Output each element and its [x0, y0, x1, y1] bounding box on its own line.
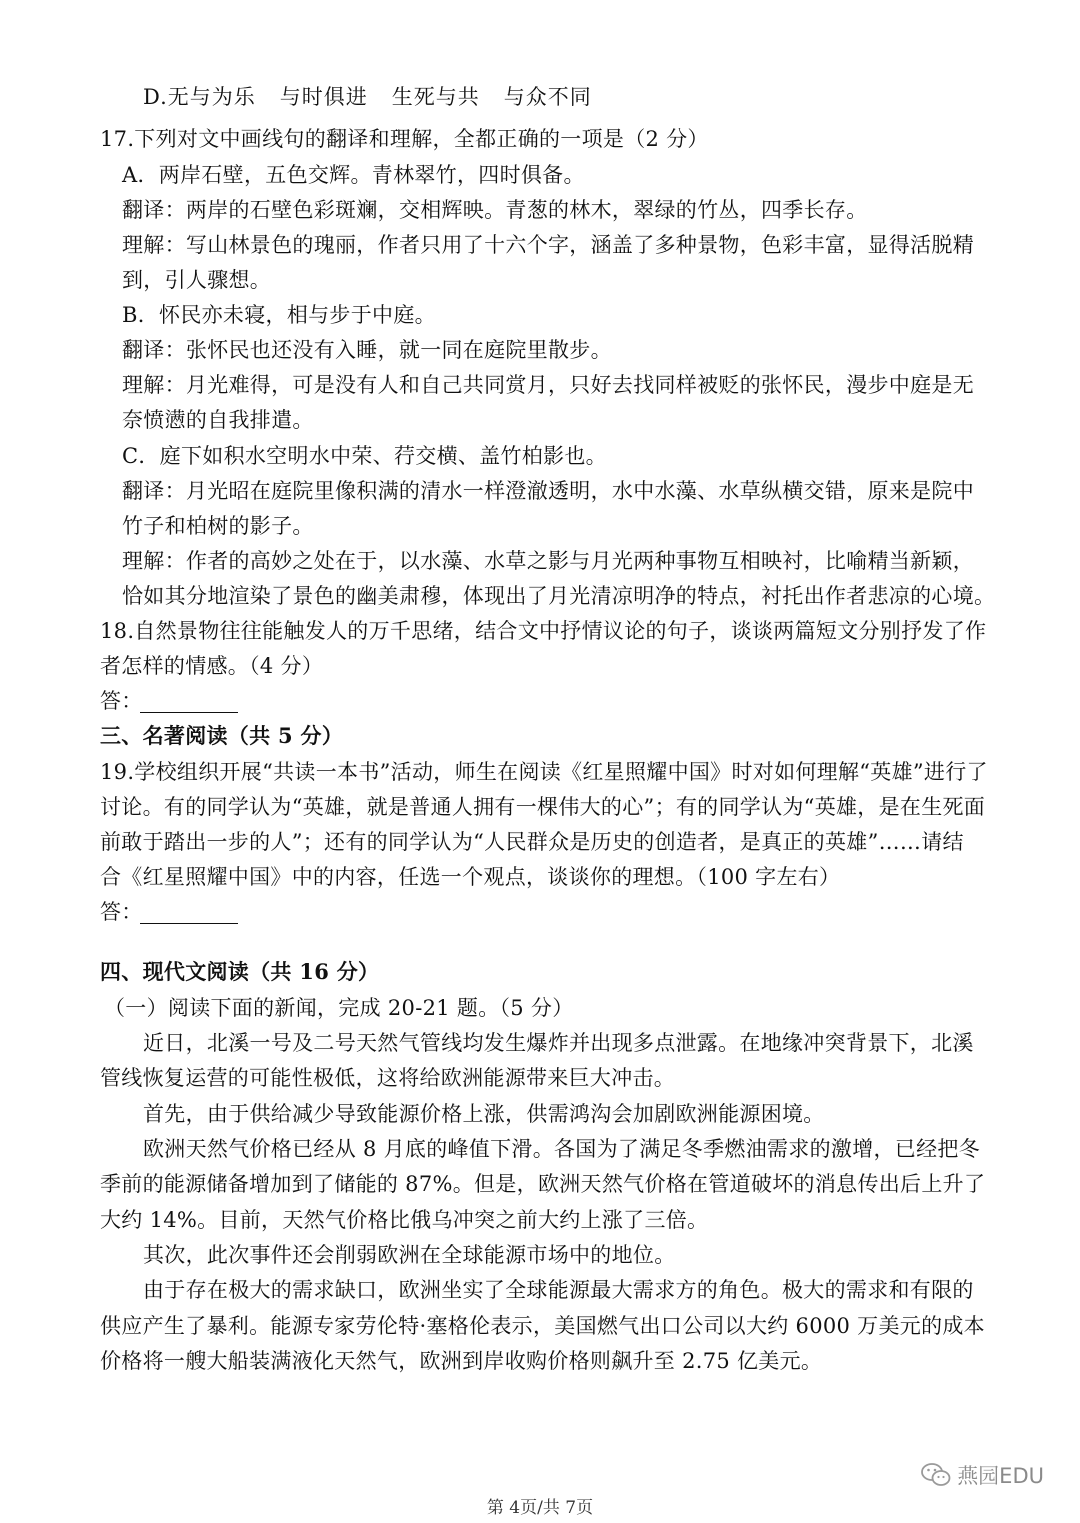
q17-a-understanding-cont: 到，引人骤想。 — [122, 268, 272, 292]
q17-b-understanding: 理解：月光难得，可是没有人和自己共同赏月，只好去找同样被贬的张怀民，漫步中庭是无 — [122, 373, 974, 397]
news-paragraph-cont: 管线恢复运营的可能性极低，这将给欧洲能源带来巨大冲击。 — [100, 1066, 676, 1090]
q19-stem-cont: 讨论。有的同学认为“英雄，就是普通人拥有一棵伟大的心”；有的同学认为“英雄，是在生死面 — [100, 795, 986, 819]
news-paragraph: 欧洲天然气价格已经从 8 月底的峰值下滑。各国为了满足冬季燃油需求的激增，已经把冬 — [143, 1137, 981, 1161]
q17-stem: 17.下列对文中画线句的翻译和理解，全都正确的一项是（2 分） — [100, 127, 709, 151]
section-3-title: 三、名著阅读（共 5 分） — [100, 723, 344, 748]
q19-stem: 19.学校组织开展“共读一本书”活动，师生在阅读《红星照耀中国》时对如何理解“英雄”进行了 — [100, 760, 988, 784]
q19-answer-blank[interactable] — [140, 923, 238, 924]
watermark — [921, 1459, 1044, 1491]
q17-c-translation-cont: 竹子和柏树的影子。 — [122, 514, 314, 538]
q18-answer-label: 答： — [100, 689, 143, 713]
q17-b-understanding-cont: 奈愤懑的自我排遣。 — [122, 408, 314, 432]
q16-option-d — [143, 82, 616, 112]
wechat-icon — [921, 1462, 951, 1488]
news-paragraph: 由于存在极大的需求缺口，欧洲坐实了全球能源最大需求方的角色。极大的需求和有限的 — [143, 1278, 974, 1302]
q17-c-sentence: C．庭下如积水空明水中荣、荇交横、盖竹柏影也。 — [122, 444, 607, 468]
q18-stem: 18.自然景物往往能触发人的万千思绪，结合文中抒情议论的句子，谈谈两篇短文分别抒发了作 — [100, 619, 987, 643]
news-paragraph-cont: 季前的能源储备增加到了储能的 87%。但是，欧洲天然气价格在管道破坏的消息传出后上升了 — [100, 1172, 986, 1196]
q17-c-translation: 翻译：月光昭在庭院里像积满的清水一样澄澈透明，水中水藻、水草纵横交错，原来是院中 — [122, 479, 974, 503]
q17-c-understanding-cont: 恰如其分地渲染了景色的幽美肃穆，体现出了月光清凉明净的特点，衬托出作者悲凉的心境。 — [122, 584, 996, 608]
option-d-item: 生死与共 — [391, 85, 480, 109]
news-paragraph-cont: 供应产生了暴利。能源专家劳伦特·塞格伦表示，美国燃气出口公司以大约 6000 万美元的成本 — [100, 1314, 985, 1338]
section-4-part-1-intro: （一）阅读下面的新闻，完成 20-21 题。（5 分） — [104, 996, 574, 1020]
news-paragraph-cont: 价格将一艘大船装满液化天然气，欧洲到岸收购价格则飙升至 2.75 亿美元。 — [100, 1349, 823, 1373]
news-paragraph: 其次，此次事件还会削弱欧洲在全球能源市场中的地位。 — [143, 1243, 676, 1267]
q19-stem-cont: 前敢于踏出一步的人”；还有的同学认为“人民群众是历史的创造者，是真正的英雄”……请结 — [100, 830, 964, 854]
option-d-item: 与众不同 — [503, 85, 592, 109]
news-paragraph: 近日，北溪一号及二号天然气管线均发生爆炸并出现多点泄露。在地缘冲突背景下，北溪 — [143, 1031, 974, 1055]
page-number: 第 4页/共 7页 — [486, 1498, 594, 1518]
news-paragraph: 首先，由于供给减少导致能源价格上涨，供需鸿沟会加剧欧洲能源困境。 — [143, 1102, 825, 1126]
q19-stem-cont: 合《红星照耀中国》中的内容，任选一个观点，谈谈你的理想。（100 字左右） — [100, 865, 841, 889]
q17-b-translation: 翻译：张怀民也还没有入睡，就一同在庭院里散步。 — [122, 338, 612, 362]
q17-a-sentence: A．两岸石壁，五色交辉。青林翠竹，四时俱备。 — [122, 163, 585, 187]
q17-c-understanding: 理解：作者的高妙之处在于，以水藻、水草之影与月光两种事物互相映衬，比喻精当新颖， — [122, 549, 974, 573]
q17-a-understanding: 理解：写山林景色的瑰丽，作者只用了十六个字，涵盖了多种景物，色彩丰富，显得活脱精 — [122, 233, 974, 257]
option-d-label: D.无与为乐 — [143, 85, 256, 109]
q17-b-sentence: B．怀民亦未寝，相与步于中庭。 — [122, 303, 436, 327]
option-d-item: 与时俱进 — [279, 85, 368, 109]
section-4-title: 四、现代文阅读（共 16 分） — [100, 959, 380, 984]
news-paragraph-cont: 大约 14%。目前，天然气价格比俄乌冲突之前大约上涨了三倍。 — [100, 1208, 709, 1232]
q18-answer-blank[interactable] — [140, 712, 238, 713]
q19-answer-label: 答： — [100, 900, 143, 924]
q17-a-translation: 翻译：两岸的石壁色彩斑斓，交相辉映。青葱的林木，翠绿的竹丛，四季长存。 — [122, 198, 868, 222]
q18-stem-cont: 者怎样的情感。（4 分） — [100, 654, 324, 678]
watermark-text: 燕园EDU — [957, 1464, 1044, 1488]
